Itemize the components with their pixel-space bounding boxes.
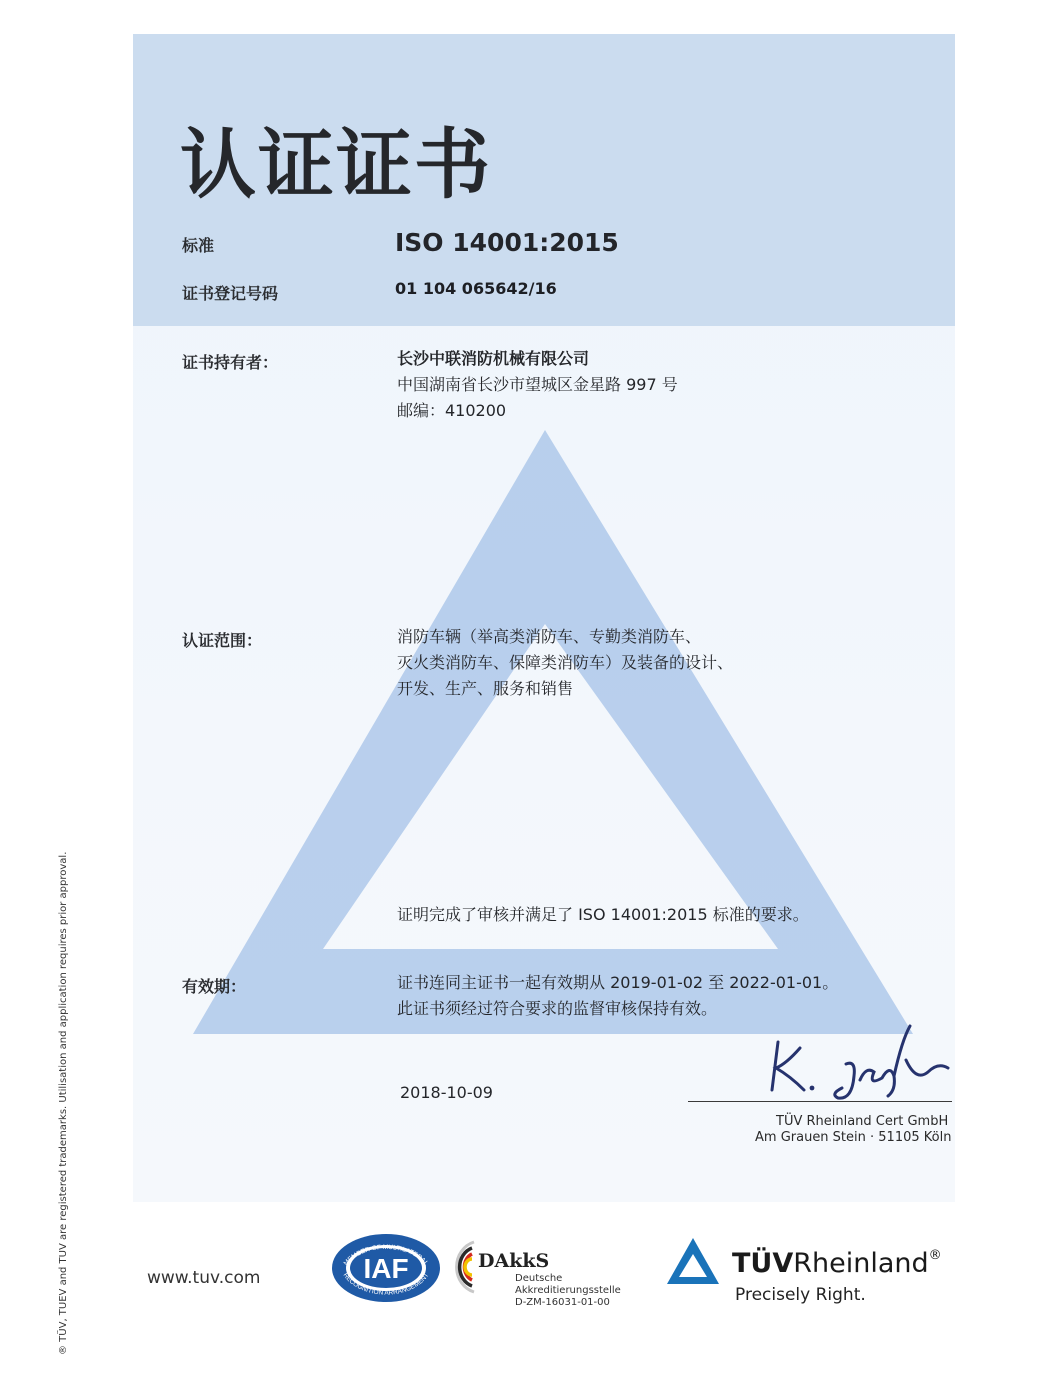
issuer-address: Am Grauen Stein · 51105 Köln xyxy=(755,1130,952,1145)
scope-line: 灭火类消防车、保障类消防车）及装备的设计、 xyxy=(397,653,734,672)
iaf-ring-bottom: RECOGNITION ARRANGEMENT xyxy=(341,1271,431,1297)
registration-label: 证书登记号码 xyxy=(182,284,279,303)
registered-mark: ® xyxy=(928,1248,942,1263)
website-link[interactable]: www.tuv.com xyxy=(147,1268,261,1288)
iaf-text: IAF xyxy=(363,1253,409,1284)
tuv-brand-bold: TÜV xyxy=(732,1248,794,1279)
holder-address: 中国湖南省长沙市望城区金星路 997 号 xyxy=(397,375,678,394)
holder-label: 证书持有者： xyxy=(182,353,279,372)
compliance-statement: 证明完成了审核并满足了 ISO 14001:2015 标准的要求。 xyxy=(397,905,809,924)
certificate-title: 认证证书 xyxy=(180,120,492,209)
standard-value: ISO 14001:2015 xyxy=(395,228,619,257)
tuv-triangle-icon xyxy=(665,1236,721,1288)
issue-date: 2018-10-09 xyxy=(400,1083,493,1102)
registration-value: 01 104 065642/16 xyxy=(395,279,557,298)
signature-line xyxy=(688,1101,952,1102)
holder-postcode: 邮编：410200 xyxy=(397,401,507,420)
standard-label: 标准 xyxy=(182,236,215,255)
tuv-brand xyxy=(732,1248,942,1279)
iaf-logo-icon xyxy=(330,1232,442,1304)
scope-line: 消防车辆（举高类消防车、专勤类消防车、 xyxy=(397,627,702,646)
tuv-slogan: Precisely Right. xyxy=(735,1285,866,1305)
issuer-company: TÜV Rheinland Cert GmbH xyxy=(776,1114,949,1129)
signature-icon xyxy=(760,1020,960,1100)
holder-name: 长沙中联消防机械有限公司 xyxy=(397,349,590,368)
tuv-brand-rest: Rheinland xyxy=(793,1248,929,1279)
dakks-name: DAkkS xyxy=(478,1250,550,1272)
dakks-line: Deutsche xyxy=(515,1273,563,1284)
validity-label: 有效期： xyxy=(182,977,247,996)
scope-line: 开发、生产、服务和销售 xyxy=(397,679,574,698)
iaf-ring-top: MEMBER OF MULTILATERAL xyxy=(342,1243,430,1268)
validity-line: 证书连同主证书一起有效期从 2019-01-02 至 2022-01-01。 xyxy=(397,973,839,992)
dakks-line: Akkreditierungsstelle xyxy=(515,1285,621,1296)
dakks-accreditation-number: D-ZM-16031-01-00 xyxy=(515,1297,610,1308)
validity-line: 此证书须经过符合要求的监督审核保持有效。 xyxy=(397,999,718,1018)
trademark-note: ® TÜV, TUEV and TUV are registered trademarks. Utilisation and application requires prior approval. xyxy=(58,851,69,1355)
scope-label: 认证范围： xyxy=(182,631,263,650)
